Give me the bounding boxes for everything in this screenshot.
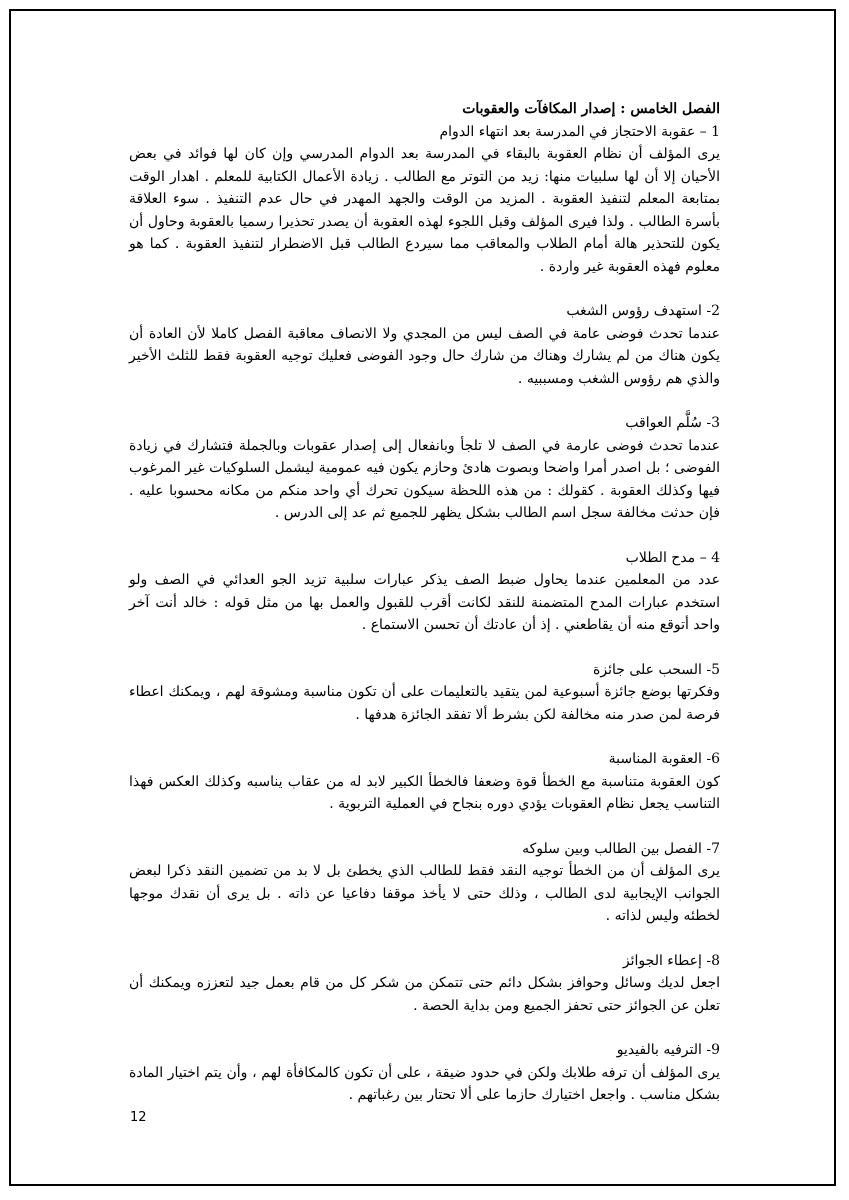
- section-paragraph: عندما تحدث فوضى عارمة في الصف لا تلجأ وبانفعال إلى إصدار عقوبات وبالجملة فتشارك في زيادة الفوضى ؛ بل اصدر أمرا واضحا وبصوت هادئ وحازم يكون فيه عمومية ليشمل السلوكيات غير المرغوب فيها وكذلك العقوبة . كقولك : من هذه اللحظة سيكون تحرك أي واحد منكم من مكانه محسوبا عليه . فإن حدثت مخالفة سجل اسم الطالب بشكل يظهر للجميع ثم عد إلى الدرس .: [129, 437, 720, 521]
- section-paragraph: يرى المؤلف أن ترفه طلابك ولكن في حدود ضيقة ، على أن تكون كالمكافأة لهم ، وأن يتم اختيار المادة بشكل مناسب . واجعل اختيارك حازما على ألا تحتار بين رغباتهم .: [129, 1064, 720, 1103]
- section-2: [129, 300, 720, 390]
- section-heading: 8- إعطاء الجوائز: [622, 952, 720, 969]
- document-body: [129, 98, 720, 1129]
- section-paragraph: وفكرتها بوضع جائزة أسبوعية لمن يتقيد بالتعليمات على أن تكون مناسبة ومشوقة لهم ، ويمكنك اعطاء فرصة لمن صدر منه مخالفة لكن بشرط ألا تفقد الجائزة هدفها .: [129, 684, 720, 723]
- section-5: [129, 659, 720, 727]
- section-paragraph: اجعل لديك وسائل وحوافز بشكل دائم حتى تتمكن من شكر كل من قام بعمل جيد لتعززه ويمكنك أن تعلن عن الجوائز حتى تحفز الجميع ومن بداية الحصة .: [129, 975, 720, 1014]
- section-paragraph: يرى المؤلف أن نظام العقوبة بالبقاء في المدرسة بعد الدوام المدرسي وإن كان لها فوائد في بعض الأحيان إلا أن لها سلبيات منها: زيد من التوتر مع الطالب . زيادة الأعمال الكتابية للمعلم . اهدار الوقت بمتابعة المعلم لتنفيذ العقوبة . المزيد من الوقت والجهد المهدر في حال عدم التنفيذ . سوء العلاقة بأسرة الطالب . ولذا فيرى المؤلف وقبل اللجوء لهذه العقوبة أن يصدر تحذيرا رسميا بالعقوبة وحاول أن يكون للتحذير هالة أمام الطلاب والمعاقب مما سيردع الطالب قبل الاضطرار لتنفيذ العقوبة . كما هو معلوم فهذه العقوبة غير واردة .: [129, 146, 720, 275]
- section-heading: 6- العقوبة المناسبة: [608, 751, 720, 767]
- section-1: [129, 121, 720, 279]
- section-9: [129, 1039, 720, 1107]
- section-paragraph: يرى المؤلف أن من الخطأ توجيه النقد فقط للطالب الذي يخطئ بل لا بد من تضمين النقد ذكرا لبعض الجوانب الإيجابية لدى الطالب ، وذلك حتى لا يأخذ موقفا دفاعيا عن ذاته . بل يرى أن نقدك موجها لخطئه وليس لذاته .: [129, 863, 720, 924]
- section-heading: 1 – عقوبة الاحتجاز في المدرسة بعد انتهاء الدوام: [439, 123, 720, 140]
- page-number: 12: [130, 1110, 147, 1125]
- section-heading: 4 – مدح الطلاب: [625, 549, 720, 566]
- section-8: [129, 950, 720, 1018]
- section-paragraph: عدد من المعلمين عندما يحاول ضبط الصف يذكر عبارات سلبية تزيد الجو العدائي في الصف ولو استخدم عبارات المدح المتضمنة للنقد لكانت أقرب للقبول والعمل بها من مثل قوله : خالد أنت آخر واحد أتوقع منه أن يقاطعني . إذ أن عادتك أن تحسن الاستماع .: [129, 572, 720, 633]
- section-4: [129, 547, 720, 637]
- section-6: [129, 748, 720, 816]
- section-7: [129, 838, 720, 928]
- section-heading: 2- استهدف رؤوس الشغب: [566, 303, 720, 319]
- section-heading: 3- سُلَّم العواقب: [625, 415, 720, 431]
- section-heading: 9- الترفيه بالفيديو: [616, 1042, 720, 1058]
- chapter-title: الفصل الخامس : إصدار المكافآت والعقوبات: [462, 101, 720, 117]
- section-3: [129, 412, 720, 525]
- section-heading: 7- الفصل بين الطالب وبين سلوكه: [522, 840, 720, 857]
- section-paragraph: كون العقوبة متناسبة مع الخطأ قوة وضعفا فالخطأ الكبير لابد له من عقاب يناسبه وكذلك العكس فهذا التناسب يجعل نظام العقوبات يؤدي دوره بنجاح في العملية التربوية .: [129, 773, 720, 812]
- section-paragraph: عندما تحدث فوضى عامة في الصف ليس من المجدي ولا الانصاف معاقبة الفصل كاملا لأن العادة أن يكون هناك من لم يشارك وهناك من شارك حال وجود الفوضى فعليك توجيه العقوبة فقط للثلث الأخير والذي هم رؤوس الشغب ومسببيه .: [129, 325, 720, 387]
- section-heading: 5- السحب على جائزة: [593, 661, 720, 678]
